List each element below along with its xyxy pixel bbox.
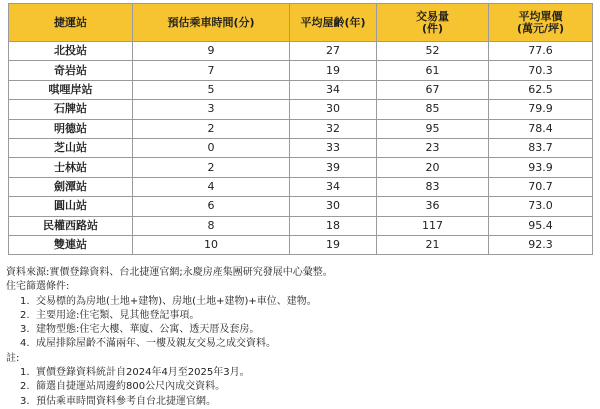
- volume-cell: 20: [377, 158, 489, 177]
- station-cell: 北投站: [9, 42, 133, 61]
- building-age-cell: 30: [290, 197, 377, 216]
- volume-cell: 23: [377, 138, 489, 157]
- travel-time-cell: 10: [133, 235, 290, 254]
- station-cell: 石牌站: [9, 100, 133, 119]
- building-age-cell: 19: [290, 61, 377, 80]
- column-header-label: 捷運站: [54, 15, 87, 29]
- table-row: [9, 197, 593, 216]
- list-text: 成屋排除屋齡不滿兩年、一樓及親友交易之成交資料。: [36, 338, 276, 350]
- volume-cell: 52: [377, 42, 489, 61]
- mrt-station-table: [8, 3, 593, 255]
- unit-price-cell: 73.0: [489, 197, 593, 216]
- table-row: [9, 138, 593, 157]
- building-age-cell: 30: [290, 100, 377, 119]
- building-age-cell: 33: [290, 138, 377, 157]
- table-row: [9, 177, 593, 196]
- column-header: [489, 4, 593, 42]
- building-age-cell: 27: [290, 42, 377, 61]
- unit-price-cell: 79.9: [489, 100, 593, 119]
- header-row: [9, 4, 593, 42]
- building-age-cell: 39: [290, 158, 377, 177]
- unit-price-cell: 62.5: [489, 80, 593, 99]
- station-cell: 雙連站: [9, 235, 133, 254]
- station-cell: 奇岩站: [9, 61, 133, 80]
- list-number: 1.: [20, 295, 30, 307]
- volume-cell: 21: [377, 235, 489, 254]
- travel-time-cell: 0: [133, 138, 290, 157]
- unit-price-cell: 77.6: [489, 42, 593, 61]
- table-row: [9, 158, 593, 177]
- travel-time-cell: 2: [133, 119, 290, 138]
- unit-price-cell: 70.7: [489, 177, 593, 196]
- unit-price-cell: 93.9: [489, 158, 593, 177]
- column-header-label: 交易量: [416, 9, 449, 23]
- column-header-label: 預估乘車時間(分): [167, 15, 255, 29]
- criteria-item: [6, 337, 594, 351]
- list-text: 實價登錄資料統計自2024年4月至2025年3月。: [36, 367, 250, 379]
- table-body: [9, 42, 593, 255]
- remarks-title: 註:: [6, 352, 20, 364]
- table-row: [9, 61, 593, 80]
- source-note: 資料來源:實價登錄資料、台北捷運官網;永慶房產集團研究發展中心彙整。: [6, 267, 333, 278]
- volume-cell: 67: [377, 80, 489, 99]
- table-row: [9, 216, 593, 235]
- building-age-cell: 18: [290, 216, 377, 235]
- criteria-item: [6, 295, 594, 309]
- travel-time-cell: 9: [133, 42, 290, 61]
- volume-cell: 36: [377, 197, 489, 216]
- remarks-list: [6, 366, 594, 409]
- travel-time-cell: 5: [133, 80, 290, 99]
- travel-time-cell: 7: [133, 61, 290, 80]
- criteria-item: [6, 323, 594, 337]
- building-age-cell: 19: [290, 235, 377, 254]
- volume-cell: 95: [377, 119, 489, 138]
- unit-price-cell: 95.4: [489, 216, 593, 235]
- building-age-cell: 34: [290, 80, 377, 99]
- table-row: [9, 119, 593, 138]
- list-text: 主要用途:住宅類、見其他登記事項。: [36, 309, 200, 321]
- station-cell: 唭哩岸站: [9, 80, 133, 99]
- volume-cell: 83: [377, 177, 489, 196]
- criteria-title: 住宅篩選條件:: [6, 281, 70, 293]
- station-cell: 圓山站: [9, 197, 133, 216]
- travel-time-cell: 8: [133, 216, 290, 235]
- table-row: [9, 100, 593, 119]
- station-cell: 劍潭站: [9, 177, 133, 196]
- criteria-item: [6, 309, 594, 323]
- station-cell: 明德站: [9, 119, 133, 138]
- column-header: [9, 4, 133, 42]
- list-number: 2.: [20, 309, 30, 321]
- building-age-cell: 32: [290, 119, 377, 138]
- remark-item: [6, 380, 594, 394]
- criteria-list: [6, 295, 594, 352]
- station-cell: 芝山站: [9, 138, 133, 157]
- travel-time-cell: 2: [133, 158, 290, 177]
- remark-item: [6, 366, 594, 380]
- table-row: [9, 235, 593, 254]
- list-number: 2.: [20, 381, 30, 393]
- list-text: 預估乘車時間資料參考自台北捷運官網。: [36, 395, 216, 407]
- list-number: 1.: [20, 367, 30, 379]
- table-header: [9, 4, 593, 42]
- volume-cell: 61: [377, 61, 489, 80]
- table-row: [9, 42, 593, 61]
- table-row: [9, 80, 593, 99]
- unit-price-cell: 70.3: [489, 61, 593, 80]
- volume-cell: 117: [377, 216, 489, 235]
- list-text: 建物型態:住宅大樓、華廈、公寓、透天厝及套房。: [36, 324, 260, 336]
- travel-time-cell: 4: [133, 177, 290, 196]
- notes-section: [6, 266, 594, 409]
- station-cell: 民權西路站: [9, 216, 133, 235]
- column-header: [133, 4, 290, 42]
- building-age-cell: 34: [290, 177, 377, 196]
- column-header-label: 平均單價: [518, 9, 563, 23]
- list-text: 篩選自捷運站周邊約800公尺內成交資料。: [36, 381, 226, 393]
- list-number: 3.: [20, 395, 30, 407]
- travel-time-cell: 3: [133, 100, 290, 119]
- unit-price-cell: 78.4: [489, 119, 593, 138]
- column-header-unit: (件): [421, 21, 444, 35]
- list-number: 4.: [20, 338, 30, 350]
- station-cell: 士林站: [9, 158, 133, 177]
- list-number: 3.: [20, 324, 30, 336]
- list-text: 交易標的為房地(土地+建物)、房地(土地+建物)+車位、建物。: [36, 295, 317, 307]
- unit-price-cell: 83.7: [489, 138, 593, 157]
- unit-price-cell: 92.3: [489, 235, 593, 254]
- column-header: [290, 4, 377, 42]
- column-header: [377, 4, 489, 42]
- column-header-unit: (萬元/坪): [516, 21, 565, 35]
- volume-cell: 85: [377, 100, 489, 119]
- column-header-label: 平均屋齡(年): [300, 15, 366, 29]
- travel-time-cell: 6: [133, 197, 290, 216]
